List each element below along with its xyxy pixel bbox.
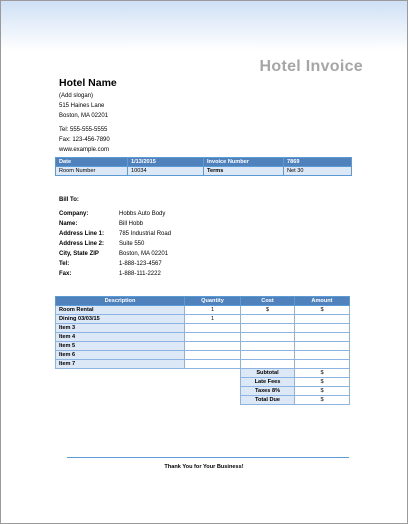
bill-to-label: Fax:: [59, 271, 72, 277]
taxes-value[interactable]: $: [295, 387, 350, 396]
table-row: [56, 306, 350, 315]
item-quantity[interactable]: 1: [185, 315, 241, 324]
footer-divider: [67, 457, 349, 458]
hotel-fax: Fax: 123-456-7890: [59, 137, 110, 143]
header-band: [1, 1, 407, 51]
item-description[interactable]: Room Rental: [56, 306, 185, 315]
item-cost[interactable]: [241, 324, 295, 333]
totals-table: [240, 368, 350, 405]
bill-to-row: [59, 269, 171, 279]
item-quantity[interactable]: [185, 333, 241, 342]
terms-value[interactable]: Net 30: [284, 167, 352, 176]
bill-to-row: [59, 229, 171, 239]
table-row: [56, 324, 350, 333]
bill-to-row: [59, 239, 171, 249]
hotel-tel: Tel: 555-555-5555: [59, 127, 108, 133]
item-amount[interactable]: [295, 342, 350, 351]
totals-row-subtotal: [241, 369, 350, 378]
item-description[interactable]: Item 5: [56, 342, 185, 351]
late-fees-label: Late Fees: [241, 378, 295, 387]
totals-row-late-fees: [241, 378, 350, 387]
item-quantity[interactable]: 1: [185, 306, 241, 315]
header-amount: Amount: [295, 297, 350, 306]
item-cost[interactable]: [241, 333, 295, 342]
line-items-header: [56, 297, 350, 306]
bill-to-value[interactable]: Suite 550: [119, 241, 145, 247]
bill-to-label: Company:: [59, 211, 89, 217]
item-cost[interactable]: [241, 351, 295, 360]
item-cost[interactable]: [241, 315, 295, 324]
item-quantity[interactable]: [185, 324, 241, 333]
bill-to-label: City, State ZIP: [59, 251, 99, 257]
item-amount[interactable]: [295, 324, 350, 333]
bill-to-label: Address Line 2:: [59, 241, 105, 247]
bill-to-row: [59, 249, 171, 259]
item-description[interactable]: Item 7: [56, 360, 185, 369]
item-description[interactable]: Item 4: [56, 333, 185, 342]
invoice-number-value[interactable]: 7869: [284, 158, 352, 167]
terms-label: Terms: [204, 167, 284, 176]
hotel-info: [59, 91, 110, 155]
item-amount[interactable]: [295, 333, 350, 342]
item-quantity[interactable]: [185, 342, 241, 351]
bill-to-row: [59, 209, 171, 219]
hotel-address-line-2: Boston, MA 02201: [59, 113, 109, 119]
bill-to-label: Name:: [59, 221, 78, 227]
bill-to-title: Bill To:: [59, 197, 79, 203]
table-row: [56, 315, 350, 324]
room-number-value[interactable]: 10034: [128, 167, 204, 176]
hotel-address-line-1: 515 Haines Lane: [59, 103, 105, 109]
hotel-website: www.example.com: [59, 147, 110, 153]
table-row: [56, 333, 350, 342]
hotel-name: Hotel Name: [59, 77, 117, 89]
item-amount[interactable]: $: [295, 306, 350, 315]
bill-to-value[interactable]: Hobbs Auto Body: [119, 211, 166, 217]
subtotal-value[interactable]: $: [295, 369, 350, 378]
totals-row-taxes: [241, 387, 350, 396]
bill-to-value[interactable]: 1-888-123-4567: [119, 261, 162, 267]
item-description[interactable]: Item 3: [56, 324, 185, 333]
invoice-number-label: Invoice Number: [204, 158, 284, 167]
date-label: Date: [56, 158, 128, 167]
bill-to-label: Address Line 1:: [59, 231, 105, 237]
item-amount[interactable]: [295, 315, 350, 324]
room-number-label: Room Number: [56, 167, 128, 176]
late-fees-value[interactable]: $: [295, 378, 350, 387]
bill-to-row: [59, 259, 171, 269]
item-cost[interactable]: [241, 342, 295, 351]
bill-to-value[interactable]: 1-888-111-2222: [119, 271, 161, 277]
thank-you-message: Thank You for Your Business!: [164, 464, 244, 470]
hotel-slogan: (Add slogan): [59, 93, 94, 99]
invoice-meta-table: [55, 157, 352, 176]
table-row: [56, 342, 350, 351]
bill-to-value[interactable]: Boston, MA 02201: [119, 251, 169, 257]
header-cost: Cost: [241, 297, 295, 306]
bill-to-row: [59, 219, 171, 229]
total-due-label: Total Due: [241, 396, 295, 405]
taxes-label: Taxes 8%: [241, 387, 295, 396]
bill-to-label: Tel:: [59, 261, 70, 267]
meta-row-date: [56, 158, 352, 167]
item-description[interactable]: Item 6: [56, 351, 185, 360]
totals-row-total-due: [241, 396, 350, 405]
document-title: Hotel Invoice: [259, 58, 363, 75]
total-due-value[interactable]: $: [295, 396, 350, 405]
item-cost[interactable]: $: [241, 306, 295, 315]
subtotal-label: Subtotal: [241, 369, 295, 378]
header-quantity: Quantity: [185, 297, 241, 306]
bill-to-value[interactable]: Bill Hobb: [119, 221, 144, 227]
item-description[interactable]: Dining 03/03/15: [56, 315, 185, 324]
item-amount[interactable]: [295, 351, 350, 360]
table-row: [56, 351, 350, 360]
line-items-table: [55, 296, 350, 369]
item-quantity[interactable]: [185, 351, 241, 360]
header-description: Description: [56, 297, 185, 306]
item-quantity[interactable]: [185, 360, 241, 369]
bill-to-value[interactable]: 785 Industrial Road: [119, 231, 172, 237]
bill-to-section: [59, 197, 171, 279]
meta-row-room: [56, 167, 352, 176]
date-value[interactable]: 1/13/2015: [128, 158, 204, 167]
